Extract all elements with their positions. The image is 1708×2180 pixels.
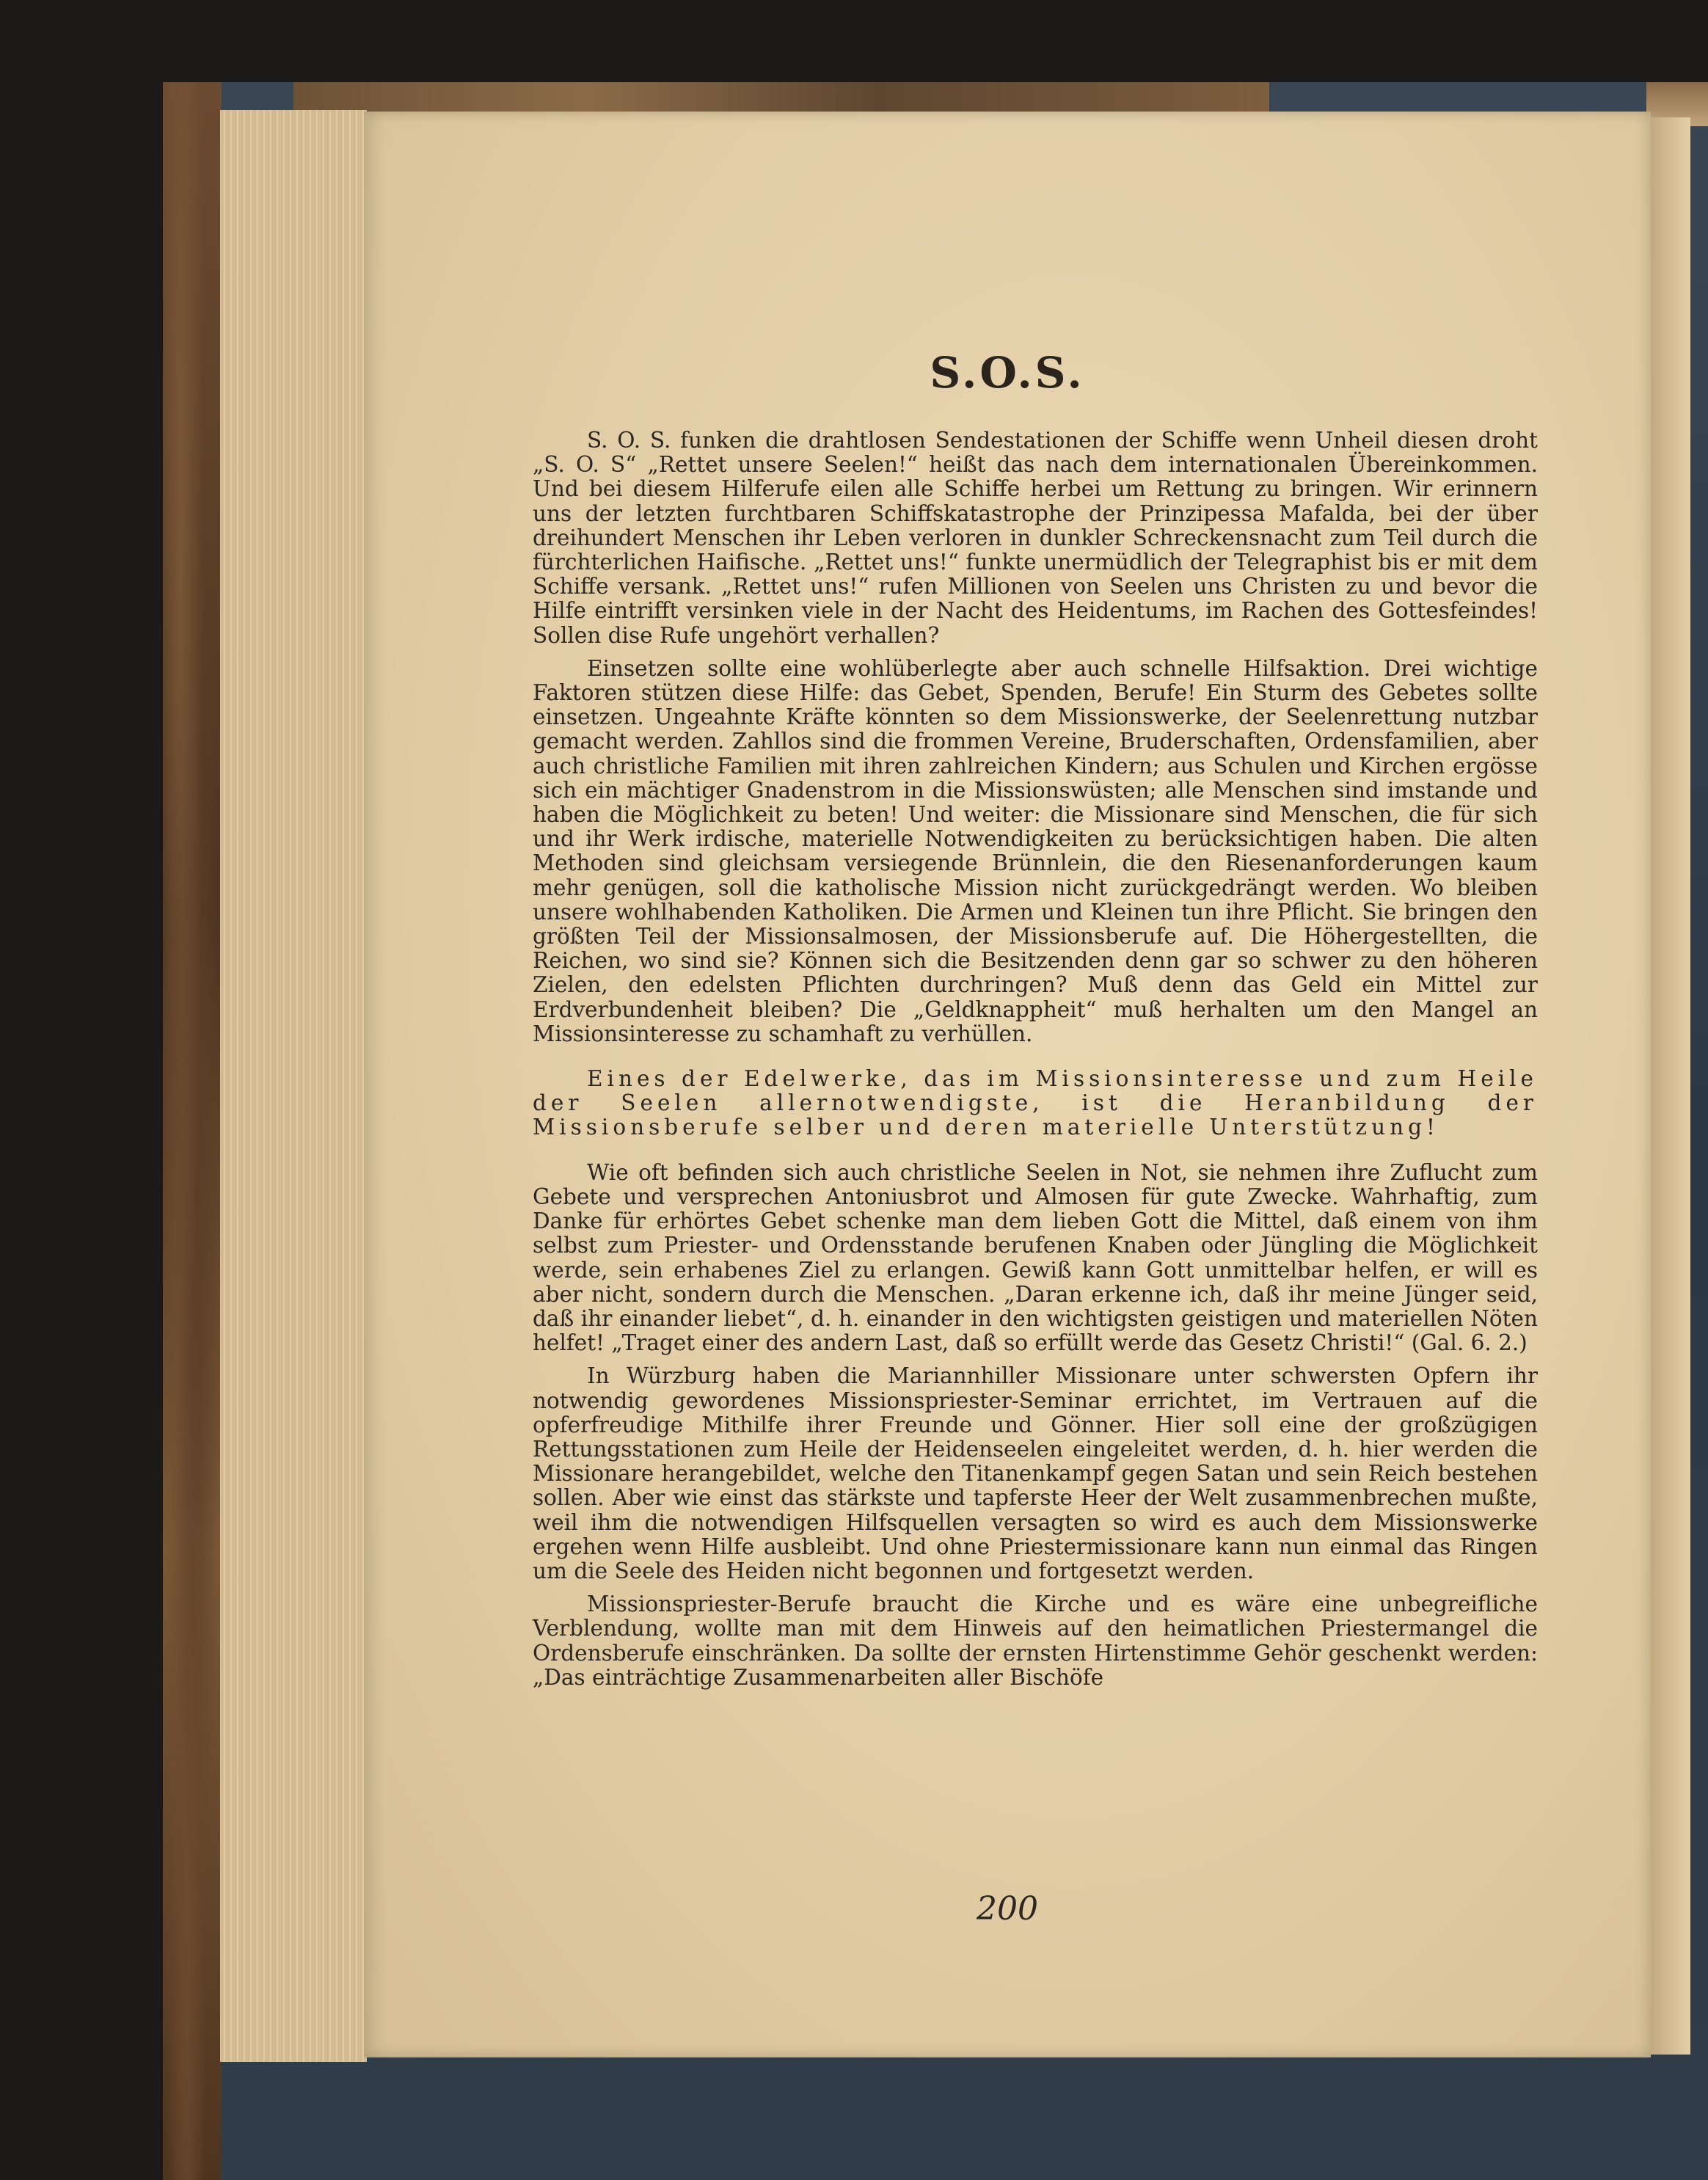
marbled-binding [163, 82, 222, 2180]
article-body [533, 429, 1538, 1699]
paragraph-1: S. O. S. funken die drahtlosen Sendestationen der Schiffe wenn Unheil diesen droht „S. O. S“ „Rettet unsere Seelen!“ heißt das nach dem internationalen Übereinkommen. Und bei diesem Hilferufe eilen alle Schiffe herbei um Rettung zu bringen. Wir erinnern uns der letzten furchtbaren Schiffskatastrophe der Prinzipessa Mafalda, bei der über dreihundert Menschen ihr Leben verloren in dunkler Schreckensnacht zum Teil durch die fürchterlichen Haifische. „Rettet uns!“ funkte unermüdlich der Telegraphist bis er mit dem Schiffe versank. „Rettet uns!“ rufen Millionen von Seelen uns Christen zu und bevor die Hilfe eintrifft versinken viele in der Nacht des Heidentums, im Rachen des Gottesfeindes! Sollen dise Rufe ungehört verhallen? [533, 428, 1538, 648]
facing-page-edge [1646, 117, 1690, 2055]
paragraph-2: Einsetzen sollte eine wohlüberlegte aber auch schnelle Hilfsaktion. Drei wichtige Faktoren stützen diese Hilfe: das Gebet, Spenden, Berufe! Ein Sturm des Gebetes sollte einsetzen. Ungeahnte Kräfte könnten so dem Missionswerke, der Seelenrettung nutzbar gemacht werden. Zahllos sind die frommen Vereine, Bruderschaften, Ordensfamilien, aber auch christliche Familien mit ihren zahlreichen Kindern; aus Schulen und Kirchen ergösse sich ein mächtiger Gnadenstrom in die Missionswüsten; alle Menschen sind imstande und haben die Möglichkeit zu beten! Und weiter: die Missionare sind Menschen, die für sich und ihr Werk irdische, materielle Notwendigkeiten zu berücksichtigen haben. Die alten Methoden sind gleichsam versiegende Brünnlein, die den Riesenanforderungen kaum mehr genügen, soll die katholische Mission nicht zurückgedrängt werden. Wo bleiben unsere wohlhabenden Katholiken. Die Armen und Kleinen tun ihre Pflicht. Sie bringen den größten Teil der Missionsalmosen, der Missionsberufe auf. Die Höhergestellten, die Reichen, wo sind sie? Können sich die Besitzenden denn gar so schwer zu den höheren Zielen, den edelsten Pflichten durchringen? Muß denn das Geld ein Mittel zur Erdverbundenheit bleiben? Die „Geldknappheit“ muß herhalten um den Mangel an Missionsinteresse zu schamhaft zu verhüllen. [533, 655, 1538, 1046]
book-page [364, 112, 1651, 2057]
paragraph-5: In Würzburg haben die Mariannhiller Missionare unter schwersten Opfern ihr notwendig gewordenes Missionspriester-Seminar errichtet, im Vertrauen auf die opferfreudige Mithilfe ihrer Freunde und Gönner. Hier soll eine der großzügigen Rettungsstationen zum Heile der Heidenseelen eingeleitet werden, d. h. hier werden die Missionare herangebildet, welche den Titanenkampf gegen Satan und sein Reich bestehen sollen. Aber wie einst das stärkste und tapferste Heer der Welt zusammenbrechen mußte, weil ihm die notwendigen Hilfsquellen versagten so wird es auch dem Missionswerke ergehen wenn Hilfe ausbleibt. Und ohne Priestermissionare kann nun einmal das Ringen um die Seele des Heiden nicht begonnen und fortgesetzt werden. [533, 1363, 1538, 1583]
paragraph-4: Wie oft befinden sich auch christliche Seelen in Not, sie nehmen ihre Zuflucht zum Gebete und versprechen Antoniusbrot und Almosen für gute Zwecke. Wahrhaftig, zum Danke für erhörtes Gebet schenke man dem lieben Gott die Mittel, daß einem von ihm selbst zum Priester- und Ordensstande berufenen Knaben oder Jüngling die Möglichkeit werde, sein erhabenes Ziel zu erlangen. Gewiß kann Gott unmittelbar helfen, er will es aber nicht, sondern durch die Menschen. „Daran erkenne ich, daß ihr meine Jünger seid, daß ihr einander liebet“, d. h. einander in den wichtigsten geistigen und materiellen Nöten helfet! „Traget einer des andern Last, daß so erfüllt werde das Gesetz Christi!“ (Gal. 6. 2.) [533, 1159, 1538, 1356]
marbled-top-edge [293, 82, 1269, 115]
page-title: S.O.S. [930, 348, 1085, 398]
paragraph-6: Missionspriester-Berufe braucht die Kirche und es wäre eine unbegreifliche Verblendung, wollte man mit dem Hinweis auf den heimatlichen Priestermangel die Ordensberufe einschränken. Da sollte der ernsten Hirtenstimme Gehör geschenkt werden: „Das einträchtige Zusammenarbeiten aller Bischöfe [533, 1592, 1538, 1690]
paragraph-3: Eines der Edelwerke, das im Missionsinteresse und zum Heile der Seelen allernotwendigste, ist die Heranbildung der Missionsberufe selber und deren materielle Unterstützung! [533, 1066, 1538, 1140]
page-number: 200 [977, 1890, 1038, 1928]
page-edges [220, 110, 367, 2062]
